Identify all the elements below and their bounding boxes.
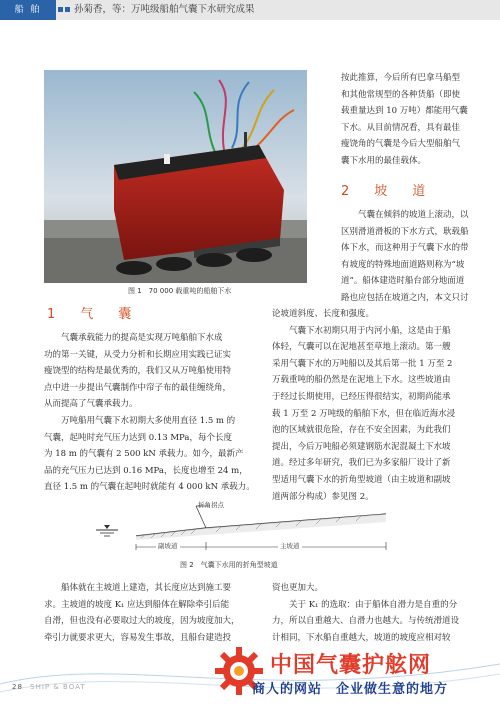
right-top-paragraph	[341, 70, 486, 170]
water-level-icon	[96, 525, 118, 536]
figure1-caption: 图 1 70 000 载重吨的船舶下水	[128, 287, 232, 295]
angle-point-label: 折角拐点	[198, 501, 224, 509]
text-line: 载重量达到 10 万吨）都能用气囊	[341, 106, 468, 117]
text-line: 和其他常规型的各种货船（即使	[341, 89, 461, 100]
text-line: 自滑，但也没有必要取过大的坡度，因为坡度加大，	[44, 616, 240, 627]
text-line: 按此推算，今后所有巴拿马船型	[341, 73, 461, 83]
text-line: 点中进一步提出气囊制作中帘子布的最佳缠绕角，	[44, 382, 232, 393]
text-line: 瘦饶型的结构是最优秀的，我们又从万吨船使用特	[44, 366, 232, 377]
page-number-line	[12, 683, 86, 691]
figure2-slipway-diagram	[96, 500, 396, 562]
text-line: 计相同，下水船自重越大，坡道的坡度应相对较	[272, 632, 451, 643]
text-line: 泡的区域就很危险，存在不安全因素，为此我们	[272, 425, 451, 436]
text-line: 品的充气压力已达到 0.16 MPa，长度也增至 24 m，	[44, 465, 248, 476]
text-line: 瘦饶角的气囊是今后大型船舶气	[341, 139, 461, 150]
aux-slipway-label: 副坡道	[158, 542, 178, 550]
main-slipway-label: 主坡道	[280, 542, 300, 550]
text-line: 为 18 m 的气囊有 2 500 kN 承载力。如今，最新产	[44, 449, 244, 460]
figure2-caption: 图 2 气囊下水用的折角型坡道	[180, 561, 278, 569]
text-line: 型适用气囊下水的折角型坡道（由主坡道和副坡	[272, 474, 451, 485]
running-header	[0, 0, 500, 20]
section-tag: 船 舶	[0, 0, 56, 20]
header-square-icon	[58, 7, 63, 12]
text-line: 气囊在倾斜的坡道上滚动，以	[358, 210, 469, 220]
text-line: 道。经过多年研究，我们已为多家船厂设计了新	[272, 458, 451, 469]
text-line: 区别滑道滑板的下水方式，耿载船	[341, 226, 469, 237]
text-line: 提出，今后万吨船必须建钢筋水泥混凝土下水坡	[272, 441, 451, 452]
text-line: 论坡道斜度、长度和强度。	[272, 309, 375, 319]
text-line: 功的第一关键，从受力分析和长期应用实践已证实	[44, 349, 232, 360]
section-2-paragraph-narrow	[341, 207, 486, 307]
text-line: 气囊下水初期只用于内河小船，这是由于船	[289, 325, 451, 336]
section-2-paragraph-wide	[272, 306, 486, 505]
ship-launch-photo	[44, 70, 307, 283]
text-line: 气囊承载能力的提高是实现万吨船舶下水成	[61, 333, 223, 343]
text-line: 于经过长期使用，已经压得很结实，初期尚能承	[272, 391, 451, 402]
text-line: 力，所以自重越大、自滑力也越大。与传统滑道设	[272, 616, 460, 627]
text-line: 载 1 万至 2 万吨级的船舶下水，但在临近海水浸	[272, 408, 456, 419]
page-number: 28	[12, 683, 23, 691]
magazine-name: SHIP & BOAT	[30, 683, 86, 691]
ad-slogan: 商人的网站 企业做生意的地方	[252, 682, 449, 697]
running-title: 孙菊香，等：万吨级船舶气囊下水研究成果	[74, 4, 255, 15]
text-line: 道两部分构成）参见图 2。	[272, 491, 374, 502]
bottom-left-paragraph	[44, 580, 266, 646]
text-line: 直径 1.5 m 的气囊在起吨时就能有 4 000 kN 承载力。	[44, 482, 255, 493]
ad-title: 中国气囊护舷网	[270, 653, 432, 678]
section-1-paragraph	[44, 330, 266, 496]
section-1-heading: 1 气 囊	[47, 307, 138, 322]
text-line: 采用气囊下水的万吨船以及其后第一批 1 万至 2	[272, 358, 453, 369]
text-line: 有坡度的特殊地面道路则称为“坡	[341, 259, 465, 270]
text-line: 下水。从目前情况看，具有最佳	[341, 122, 461, 133]
text-line: 道”。船体建造时船台部分地面道	[341, 276, 465, 287]
text-line: 路也应包括在坡道之内，本文只讨	[341, 292, 469, 303]
text-line: 求。主坡道的坡度 K₁ 应达到船体在解除牵引后能	[44, 599, 230, 610]
section-2-heading: 2 坡 道	[341, 184, 432, 199]
text-line: 万吨船用气囊下水初期大多使用直径 1.5 m 的	[61, 415, 236, 426]
text-line: 囊下水用的最佳载体。	[341, 155, 427, 166]
text-line: 体轻，气囊可以在泥地甚至草地上滚动。第一艘	[272, 342, 451, 353]
text-line: 船体就在主坡道上建造，其长度应达到施工要	[61, 583, 232, 593]
text-line: 牵引力就要求更大，容易发生事故，且船台建造投	[44, 632, 232, 643]
text-line: 关于 K₁ 的选取：由于船体自滑力是自重的分	[289, 599, 458, 610]
text-line: 气囊，起吨时充气压力达到 0.13 MPa，每个长度	[44, 432, 232, 443]
text-line: 资也更加大。	[272, 583, 324, 593]
bottom-right-paragraph	[272, 580, 486, 646]
text-line: 体下水，而这种用于气囊下水的带	[341, 243, 469, 254]
text-line: 万载重吨的船仍然是在泥地上下水。这些坡道由	[272, 375, 451, 386]
header-square-icon	[65, 7, 70, 12]
text-line: 从而提高了气囊承载力。	[44, 399, 138, 410]
